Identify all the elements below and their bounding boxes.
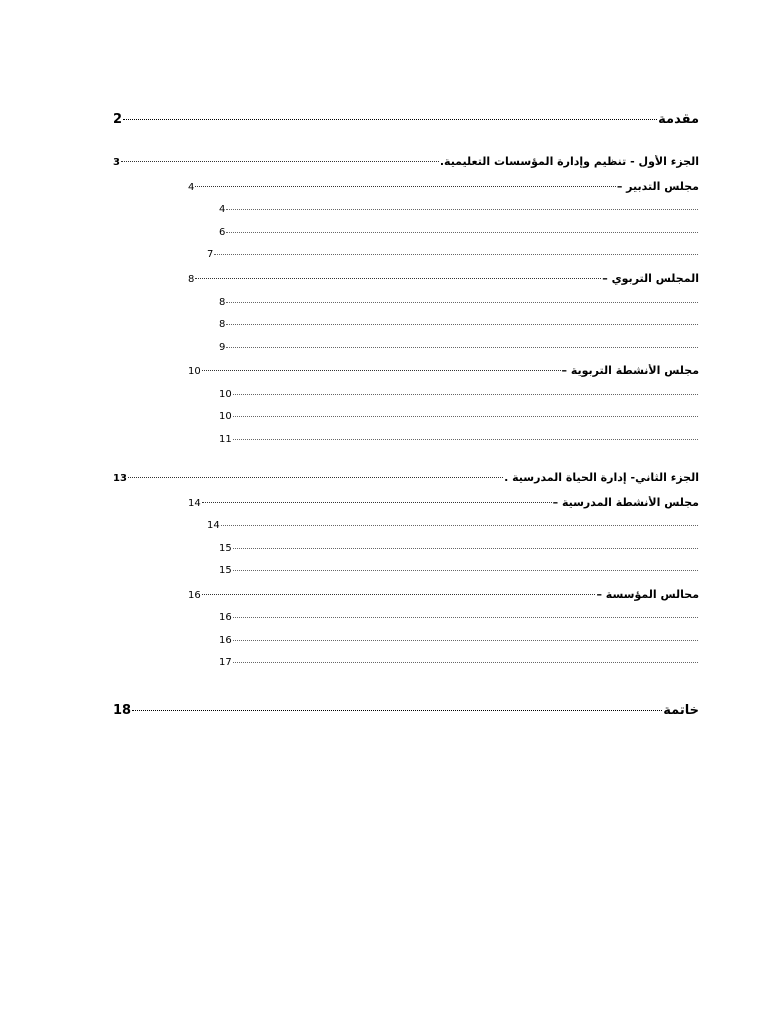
toc-dot-leader xyxy=(195,278,601,279)
toc-dot-leader xyxy=(226,324,698,325)
toc-page-number: 14 xyxy=(207,520,220,531)
toc-dot-leader xyxy=(202,594,596,595)
toc-entry-subsection[interactable] xyxy=(219,319,699,330)
toc-dot-leader xyxy=(233,394,698,395)
toc-entry-subsection[interactable] xyxy=(219,635,699,646)
toc-title: المجلس التربوي – xyxy=(602,272,699,285)
toc-entry-section[interactable] xyxy=(188,180,699,193)
toc-page-number: 3 xyxy=(113,157,120,168)
toc-dot-leader xyxy=(233,548,698,549)
toc-page-number: 7 xyxy=(207,249,214,260)
toc-entry-subsection[interactable] xyxy=(219,657,699,668)
toc-entry-part1[interactable] xyxy=(113,155,699,168)
toc-page-number: 16 xyxy=(219,612,232,623)
toc-page-number: 16 xyxy=(188,590,201,601)
toc-title: خاتمة xyxy=(663,703,699,718)
toc-entry-subsection[interactable] xyxy=(219,204,699,215)
toc-dot-leader xyxy=(226,302,698,303)
toc-entry-subsection[interactable] xyxy=(219,612,699,623)
toc-title: الجزء الثاني- إدارة الحياة المدرسية . xyxy=(504,471,699,484)
toc-entry-intro[interactable] xyxy=(113,112,699,127)
toc-page-number: 18 xyxy=(113,703,132,718)
toc-dot-leader xyxy=(233,617,698,618)
toc-entry-subsection[interactable] xyxy=(219,411,699,422)
toc-dot-leader xyxy=(226,209,698,210)
toc-page-number: 10 xyxy=(188,366,201,377)
toc-dot-leader xyxy=(233,662,698,663)
toc-entry-subsection[interactable] xyxy=(219,389,699,400)
toc-dot-leader xyxy=(233,439,698,440)
toc-entry-subsection[interactable] xyxy=(219,543,699,554)
toc-title: محالس المؤسسة – xyxy=(596,588,699,601)
toc-dot-leader xyxy=(202,502,552,503)
toc-dot-leader xyxy=(226,232,698,233)
toc-page-number: 2 xyxy=(113,112,123,127)
toc-entry-subsection[interactable] xyxy=(219,297,699,308)
toc-entry-part2[interactable] xyxy=(113,471,699,484)
toc-page-number: 17 xyxy=(219,657,232,668)
toc-page-number: 4 xyxy=(219,204,226,215)
toc-dot-leader xyxy=(132,710,662,711)
toc-dot-leader xyxy=(221,525,698,526)
toc-entry-subsection[interactable] xyxy=(207,520,699,531)
toc-entry-section[interactable] xyxy=(188,272,699,285)
toc-page-number: 9 xyxy=(219,342,226,353)
toc-dot-leader xyxy=(233,416,698,417)
toc-entry-section[interactable] xyxy=(188,588,699,601)
toc-dot-leader xyxy=(233,570,698,571)
toc-dot-leader xyxy=(195,186,615,187)
toc-entry-subsection[interactable] xyxy=(219,227,699,238)
toc-entry-subsection[interactable] xyxy=(207,249,699,260)
toc-dot-leader xyxy=(202,370,561,371)
toc-page-number: 10 xyxy=(219,389,232,400)
toc-page-number: 11 xyxy=(219,434,232,445)
toc-page-number: 13 xyxy=(113,473,127,484)
toc-title: الجزء الأول - تنظيم وإدارة المؤسسات التعليمية. xyxy=(439,155,699,168)
toc-page-number: 14 xyxy=(188,498,201,509)
toc-entry-subsection[interactable] xyxy=(219,342,699,353)
toc-entry-subsection[interactable] xyxy=(219,565,699,576)
toc-entry-section[interactable] xyxy=(188,496,699,509)
toc-dot-leader xyxy=(123,119,657,120)
toc-dot-leader xyxy=(128,477,503,478)
toc-dot-leader xyxy=(121,161,439,162)
toc-title: مجلس الأنشطة التربوية – xyxy=(561,364,699,377)
toc-page-number: 16 xyxy=(219,635,232,646)
toc-dot-leader xyxy=(214,254,698,255)
toc-entry-subsection[interactable] xyxy=(219,434,699,445)
toc-title: مقدمة xyxy=(658,112,699,127)
toc-page-number: 15 xyxy=(219,543,232,554)
toc-title: مجلس التدبير – xyxy=(616,180,699,193)
toc-dot-leader xyxy=(233,640,698,641)
toc-page-number: 10 xyxy=(219,411,232,422)
toc-entry-conclusion[interactable] xyxy=(113,703,699,718)
toc-page-number: 8 xyxy=(219,319,226,330)
toc-page-number: 4 xyxy=(188,182,195,193)
toc-page-number: 15 xyxy=(219,565,232,576)
toc-title: مجلس الأنشطة المدرسية – xyxy=(552,496,699,509)
toc-page-number: 8 xyxy=(188,274,195,285)
toc-page-number: 6 xyxy=(219,227,226,238)
toc-dot-leader xyxy=(226,347,698,348)
toc-entry-section[interactable] xyxy=(188,364,699,377)
toc-page-number: 8 xyxy=(219,297,226,308)
